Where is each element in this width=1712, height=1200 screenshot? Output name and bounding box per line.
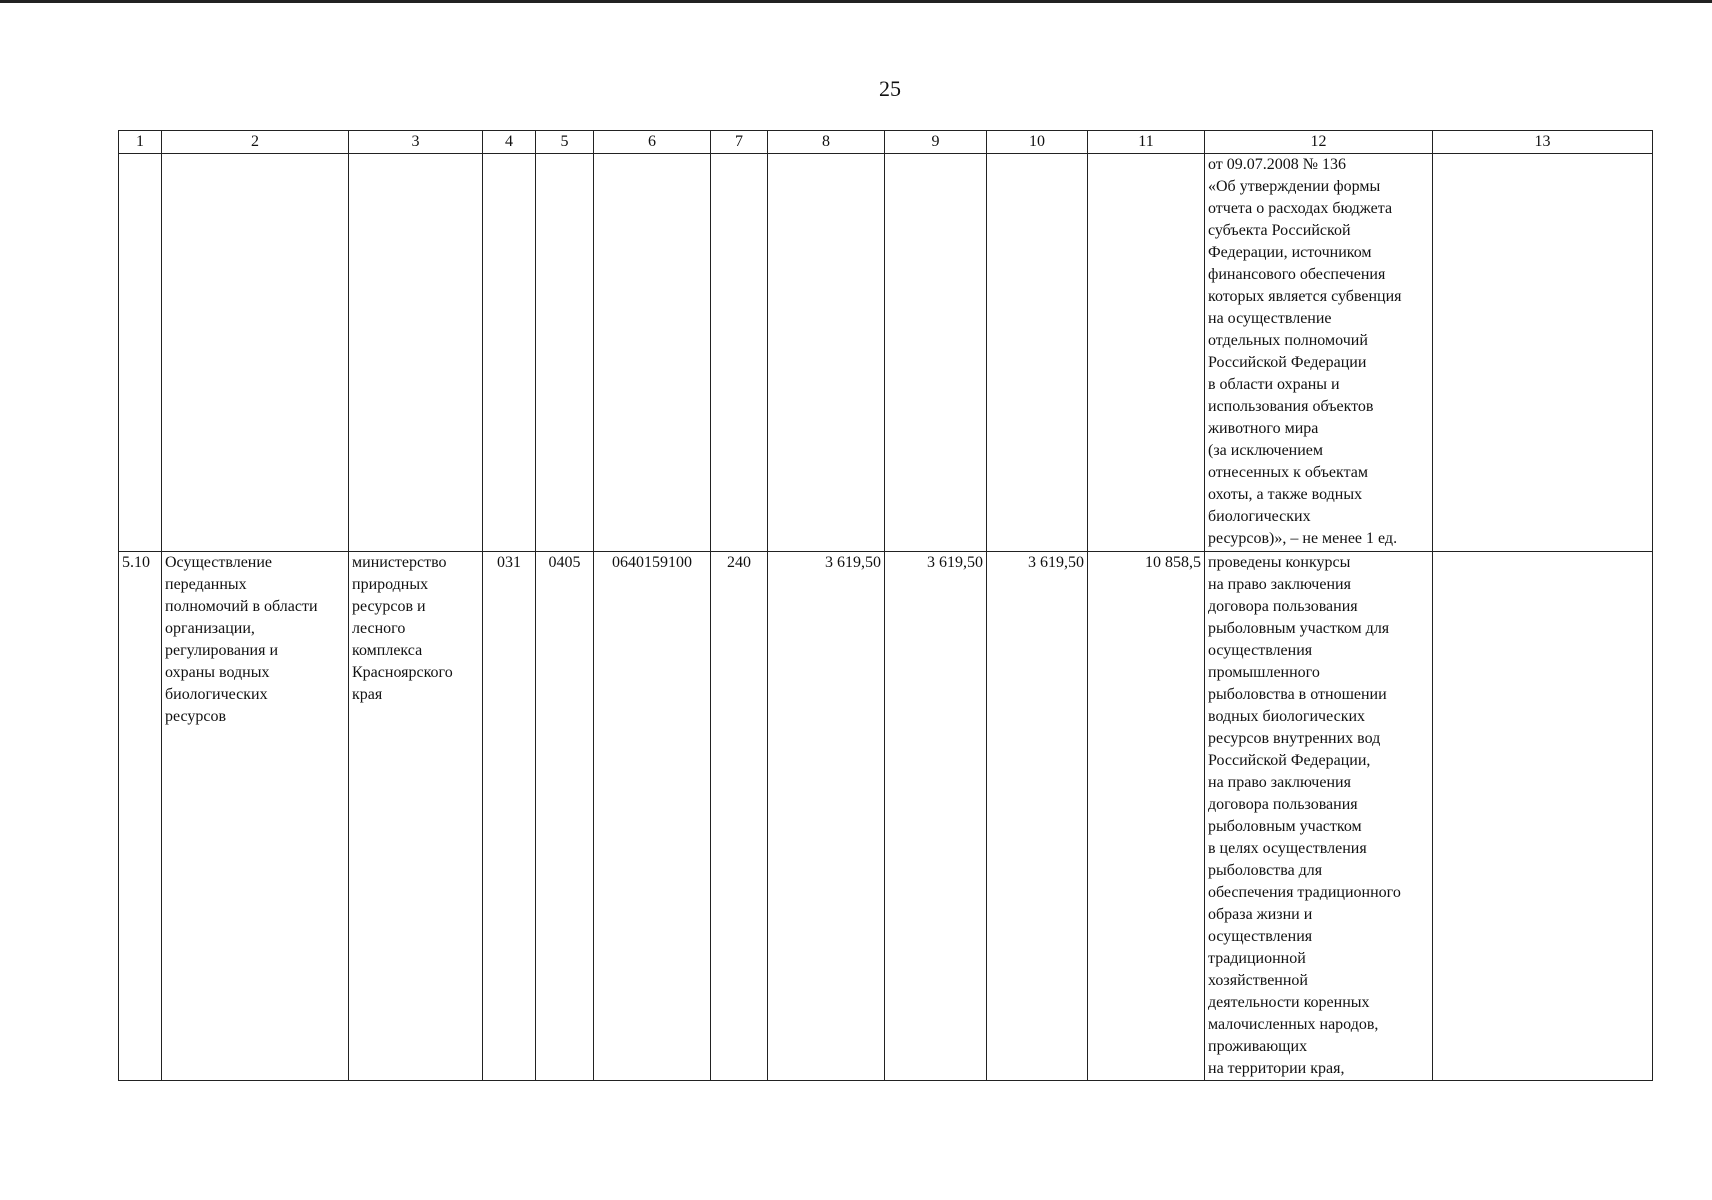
result-description-cell: проведены конкурсы на право заключения договора пользования рыболовным участком для осуществления промышленного рыболовства в отношении водных биологических ресурсов внутренних вод Российской Федерации, на право заключения договора пользования рыболовным участком в целях осуществления рыболовства для обеспечения традиционного образа жизни и осуществления традиционной хозяйственной деятельности коренных малочисленных народов, проживающих на территории края, bbox=[1205, 552, 1433, 1081]
code-cell: 031 bbox=[483, 552, 536, 1081]
column-header: 11 bbox=[1088, 131, 1205, 154]
column-header: 5 bbox=[536, 131, 594, 154]
column-header: 8 bbox=[768, 131, 885, 154]
table-cell bbox=[885, 154, 987, 552]
activity-name-cell: Осуществление переданных полномочий в области организации, регулирования и охраны водных биологических ресурсов bbox=[162, 552, 349, 1081]
header-row bbox=[119, 131, 1653, 154]
row-number-cell: 5.10 bbox=[119, 552, 162, 1081]
table-cell bbox=[536, 154, 594, 552]
page-number: 25 bbox=[879, 76, 901, 101]
table-cell bbox=[119, 154, 162, 552]
budget-table bbox=[118, 130, 1653, 1081]
table-cell bbox=[594, 154, 711, 552]
table-cell bbox=[162, 154, 349, 552]
table-row-continuation bbox=[119, 154, 1653, 552]
top-border-line bbox=[0, 0, 1712, 3]
column-header: 7 bbox=[711, 131, 768, 154]
table-cell bbox=[987, 154, 1088, 552]
column-header: 13 bbox=[1433, 131, 1653, 154]
code-cell: 0405 bbox=[536, 552, 594, 1081]
table-cell bbox=[1433, 154, 1653, 552]
column-header: 1 bbox=[119, 131, 162, 154]
table-cell bbox=[1433, 552, 1653, 1081]
table-cell bbox=[711, 154, 768, 552]
table-cell bbox=[349, 154, 483, 552]
result-description-cell: от 09.07.2008 № 136 «Об утверждении формы отчета о расходах бюджета субъекта Российской Федерации, источником финансового обеспечения которых является субвенция на осуществление отдельных полномочий Российской Федерации в области охраны и использования объектов животного мира (за исключением отнесенных к объектам охоты, а также водных биологических ресурсов)», – не менее 1 ед. bbox=[1205, 154, 1433, 552]
column-header: 4 bbox=[483, 131, 536, 154]
code-cell: 240 bbox=[711, 552, 768, 1081]
amount-cell: 3 619,50 bbox=[885, 552, 987, 1081]
column-header: 3 bbox=[349, 131, 483, 154]
total-amount-cell: 10 858,5 bbox=[1088, 552, 1205, 1081]
table-row-5-10 bbox=[119, 552, 1653, 1081]
table-cell bbox=[1088, 154, 1205, 552]
column-header: 10 bbox=[987, 131, 1088, 154]
column-header: 9 bbox=[885, 131, 987, 154]
code-cell: 0640159100 bbox=[594, 552, 711, 1081]
column-header: 12 bbox=[1205, 131, 1433, 154]
column-header: 2 bbox=[162, 131, 349, 154]
responsible-agency-cell: министерство природных ресурсов и лесного комплекса Красноярского края bbox=[349, 552, 483, 1081]
table-cell bbox=[483, 154, 536, 552]
amount-cell: 3 619,50 bbox=[768, 552, 885, 1081]
column-header: 6 bbox=[594, 131, 711, 154]
table-cell bbox=[768, 154, 885, 552]
amount-cell: 3 619,50 bbox=[987, 552, 1088, 1081]
